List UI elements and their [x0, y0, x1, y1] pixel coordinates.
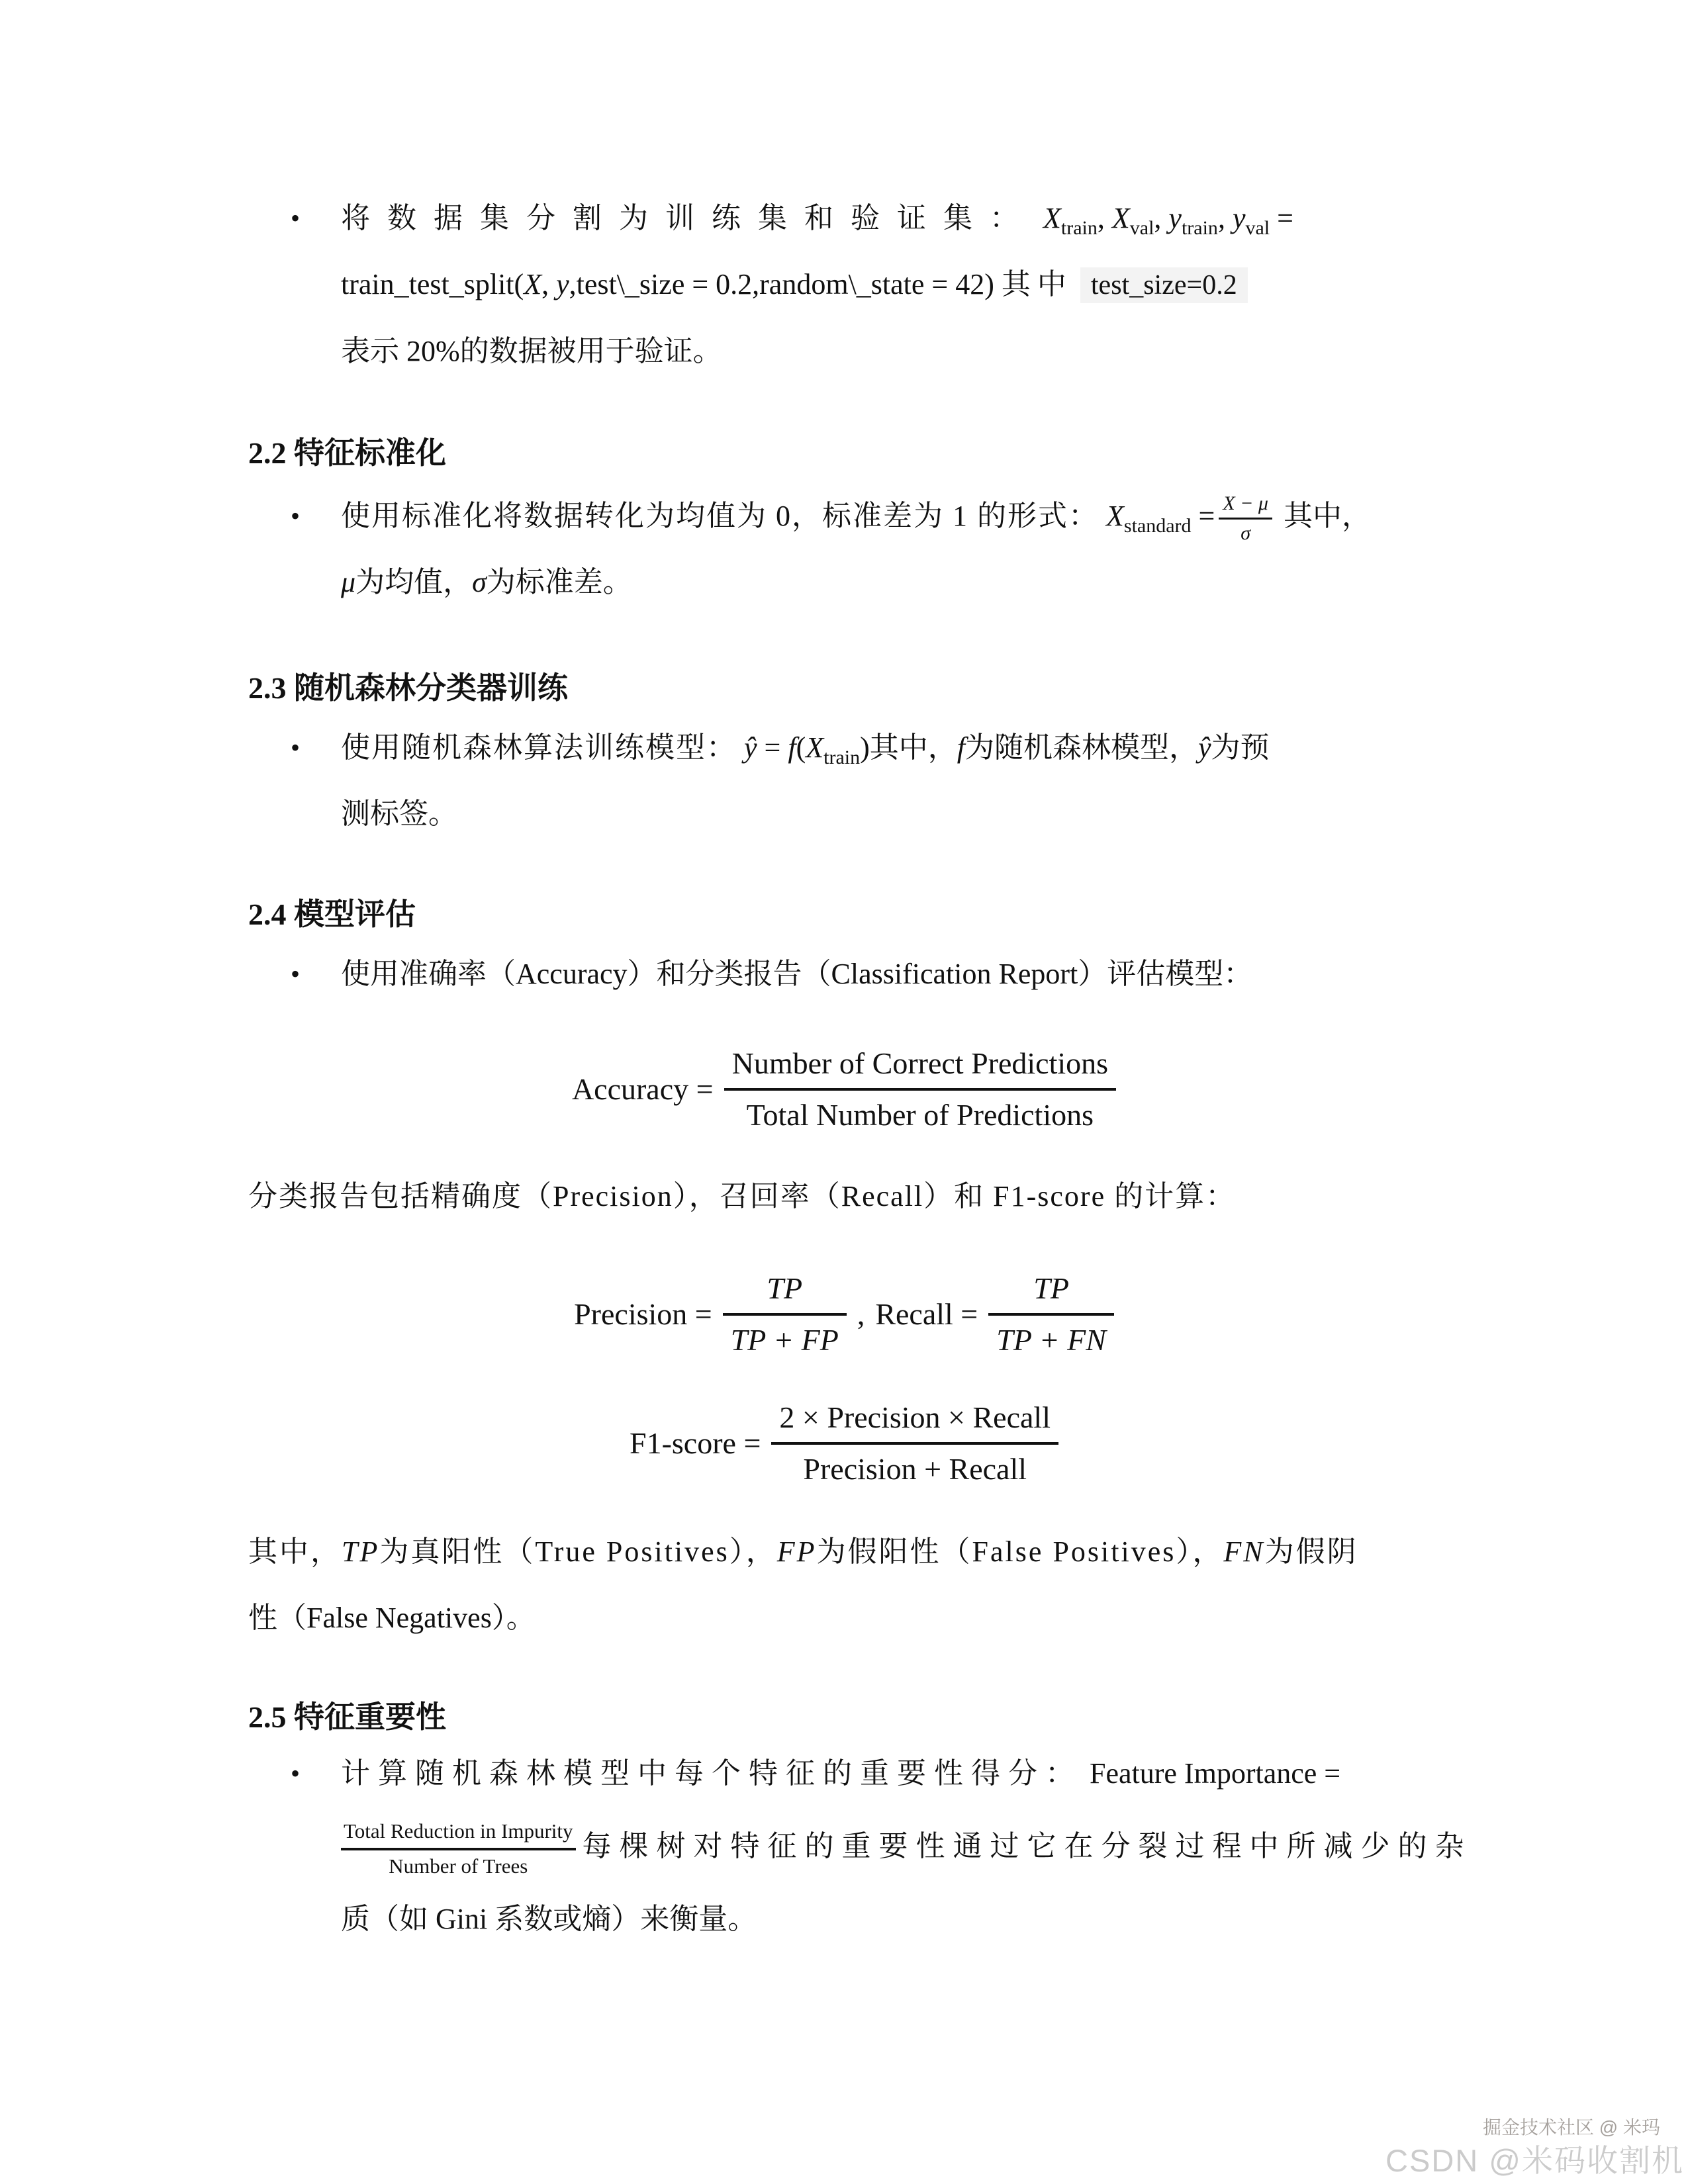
accuracy-lhs: Accuracy = — [571, 1072, 714, 1106]
var-y: y — [556, 268, 569, 300]
var-FP: FP — [776, 1535, 817, 1568]
s22-line1-cjk: 使用标准化将数据转化为均值为 0，标准差为 1 的形式： — [341, 500, 1099, 532]
intro-line2-cjk: 其中 — [1001, 268, 1073, 300]
equals: = — [1198, 500, 1215, 532]
var-X: X — [1106, 500, 1124, 532]
inline-code-test-size: test_size=0.2 — [1080, 267, 1248, 303]
accuracy-formula-row — [572, 1044, 1116, 1134]
accuracy-denominator: Total Number of Predictions — [724, 1088, 1116, 1134]
paren-right: ) — [860, 731, 870, 764]
s23-line2: 测标签。 — [341, 797, 457, 830]
para2-text3: 为假阳性（False Positives）， — [816, 1535, 1224, 1568]
accuracy-formula — [248, 1044, 1440, 1134]
bullet-dot: • — [291, 733, 301, 762]
var-yhat: ŷ — [1198, 731, 1211, 764]
tp-fp-fn-paragraph — [248, 1519, 1440, 1651]
comma: , — [1217, 202, 1233, 234]
juejin-watermark: 掘金技术社区 @ 米玛 — [1483, 2117, 1660, 2138]
equals: = — [1270, 202, 1293, 234]
feature-importance-fraction — [341, 1819, 576, 1880]
var-FN: FN — [1223, 1535, 1265, 1568]
intro-bullet-block — [248, 185, 1440, 385]
intro-line1-math — [1043, 202, 1293, 239]
var-X: X — [806, 731, 824, 764]
recall-fraction — [988, 1269, 1114, 1359]
section-2-2-bullet — [248, 483, 1440, 615]
s25-line3: 质（如 Gini 系数或熵）来衡量。 — [341, 1903, 757, 1935]
section-2-2-heading: 2.2 特征标准化 — [248, 436, 446, 470]
s22-formula-inline — [1106, 492, 1276, 545]
fraction-numerator: X − μ — [1223, 492, 1268, 515]
s22-line2-text1: 为均值， — [355, 566, 473, 598]
s23-formula-inline — [744, 731, 870, 768]
var-mu: μ — [341, 566, 356, 598]
var-x-train: X — [1043, 202, 1061, 234]
sub-val: val — [1245, 217, 1270, 239]
s23-line1-cjk: 使用随机森林算法训练模型： — [341, 731, 737, 764]
recall-numerator: TP — [1033, 1271, 1069, 1305]
intro-line1 — [248, 185, 1440, 251]
para2-text1: 其中， — [248, 1535, 342, 1568]
code-call — [341, 268, 1002, 300]
f1-fraction — [771, 1398, 1058, 1488]
s22-line2 — [248, 549, 1440, 615]
precision-fraction — [723, 1269, 847, 1359]
precision-denominator: TP + FP — [723, 1313, 847, 1359]
tp-fp-fn-line2: 性（False Negatives）。 — [248, 1602, 536, 1634]
comma: , — [1097, 202, 1112, 234]
section-2-5-heading: 2.5 特征重要性 — [248, 1700, 446, 1734]
s24-line1-text: 使用准确率（Accuracy）和分类报告（Classification Report）评估模型： — [341, 958, 1253, 990]
recall-lhs: Recall = — [875, 1297, 978, 1331]
fraction-standardize — [1219, 492, 1272, 545]
var-y-train: y — [1168, 202, 1182, 234]
paren-left: ( — [796, 731, 806, 764]
var-x-val: X — [1111, 202, 1130, 234]
var-f: f — [957, 731, 966, 764]
s24-line1 — [248, 941, 1440, 1007]
sub-val: val — [1129, 217, 1154, 239]
fi-denominator: Number of Trees — [341, 1848, 576, 1880]
fn-args: ,test\_size = 0.2,random\_state = 42) — [569, 268, 1002, 300]
sub-standard: standard — [1123, 515, 1192, 537]
var-yhat: ŷ — [744, 731, 757, 764]
fraction-denominator: σ — [1219, 518, 1272, 545]
f1-denominator: Precision + Recall — [771, 1442, 1058, 1488]
tp-fp-fn-line1 — [248, 1519, 1440, 1585]
var-TP: TP — [342, 1535, 380, 1568]
sub-train: train — [1181, 217, 1218, 239]
f1-score-row — [630, 1398, 1058, 1488]
precision-lhs: Precision = — [574, 1297, 712, 1331]
para2-text4: 为假阴 — [1264, 1535, 1358, 1568]
accuracy-numerator: Number of Correct Predictions — [731, 1046, 1109, 1080]
section-2-3-heading: 2.3 随机森林分类器训练 — [248, 671, 568, 705]
s23-line1 — [248, 715, 1440, 781]
intro-line2 — [248, 251, 1440, 318]
comma: , — [541, 268, 557, 300]
sub-train: train — [823, 747, 861, 768]
fi-numerator: Total Reduction in Impurity — [344, 1819, 573, 1843]
section-2-4-heading: 2.4 模型评估 — [248, 897, 416, 931]
fn-name: train_test_split( — [341, 268, 524, 300]
s25-line2-text: 每棵树对特征的重要性通过它在分裂过程中所减少的杂 — [582, 1830, 1472, 1862]
bullet-dot: • — [291, 501, 301, 531]
section-2-3-bullet — [248, 715, 1440, 847]
csdn-watermark: CSDN @米码收割机 — [1385, 2143, 1684, 2178]
bullet-dot: • — [291, 959, 301, 989]
bullet-dot: • — [291, 203, 301, 233]
precision-recall-formula — [248, 1269, 1440, 1359]
comma: , — [1154, 202, 1169, 234]
bullet-dot: • — [291, 1758, 301, 1788]
section-2-4-bullet — [248, 941, 1440, 1007]
f1-lhs: F1-score = — [630, 1426, 761, 1460]
s25-line2 — [248, 1807, 1472, 1886]
intro-line1-cjk: 将数据集分割为训练集和验证集： — [341, 202, 1036, 234]
s22-line1 — [248, 483, 1440, 549]
accuracy-fraction — [724, 1044, 1116, 1134]
intro-line3: 表示 20%的数据被用于验证。 — [341, 335, 722, 367]
precision-numerator: TP — [767, 1271, 803, 1305]
s22-line1-tail: 其中， — [1284, 500, 1371, 532]
s23-line1-text2: 为随机森林模型， — [965, 731, 1199, 764]
s25-line1 — [248, 1741, 1440, 1807]
var-y-val: y — [1232, 202, 1246, 234]
para2-text2: 为真阳性（True Positives）， — [379, 1535, 777, 1568]
s23-line1-mid: 其中， — [869, 731, 957, 764]
equals: = — [757, 731, 788, 764]
sub-train: train — [1060, 217, 1098, 239]
precision-recall-row — [574, 1269, 1114, 1359]
s22-line2-text2: 为标准差。 — [486, 566, 632, 598]
recall-denominator: TP + FN — [988, 1313, 1114, 1359]
classification-report-paragraph: 分类报告包括精确度（Precision），召回率（Recall）和 F1-score 的计算： — [248, 1180, 1237, 1212]
var-x: X — [524, 268, 542, 300]
f1-numerator: 2 × Precision × Recall — [779, 1400, 1051, 1434]
var-sigma: σ — [472, 566, 487, 598]
var-f: f — [788, 731, 796, 764]
f1-score-formula — [248, 1398, 1440, 1488]
formula-separator: , — [857, 1297, 865, 1331]
section-2-5-bullet — [248, 1741, 1472, 1952]
s23-line1-text3: 为预 — [1211, 731, 1270, 764]
s25-line1-math: Feature Importance = — [1090, 1757, 1341, 1790]
s25-line1-cjk: 计算随机森林模型中每个特征的重要性得分： — [341, 1757, 1082, 1790]
